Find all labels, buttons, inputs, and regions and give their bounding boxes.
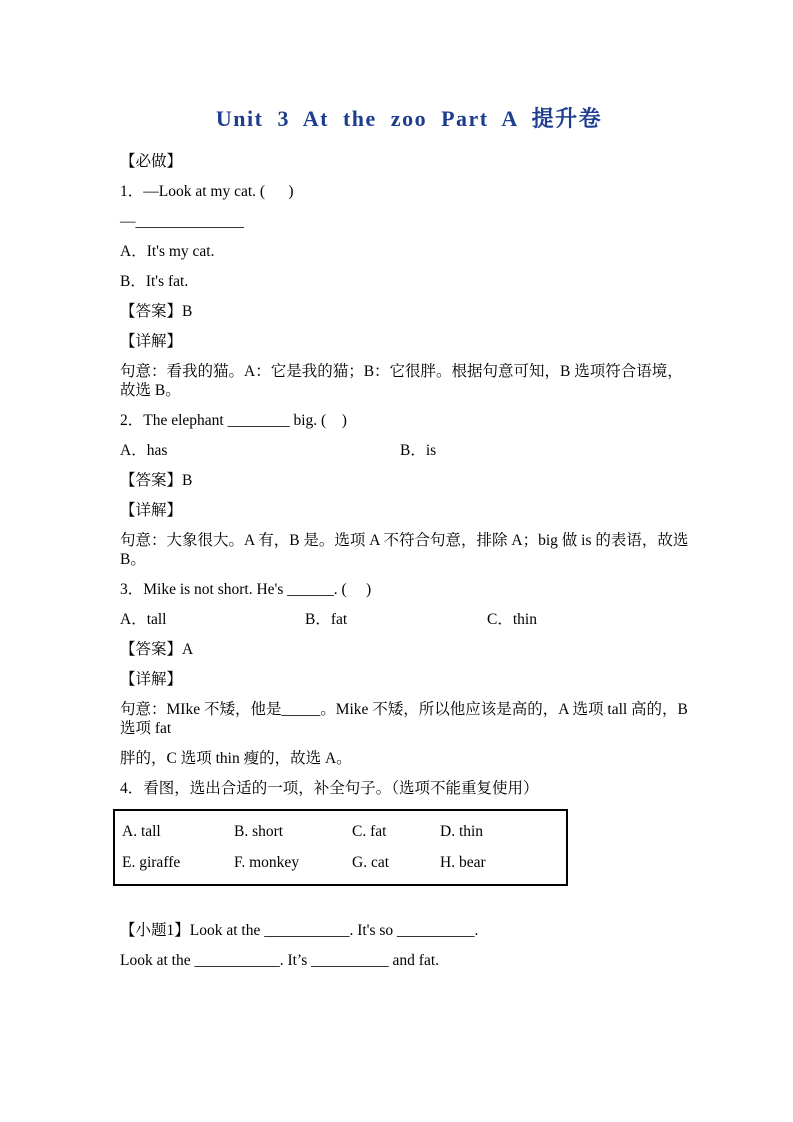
q3-option-a: A．tall (120, 611, 167, 628)
q1-option-b: B．It's fat. (120, 273, 189, 290)
q4-word-bank-box (113, 809, 568, 886)
q1-stem: 1．—Look at my cat. ( ) (120, 183, 294, 200)
q4-sub1-line2: Look at the ___________. It’s __________ and fat. (120, 952, 439, 969)
q3-option-b: B．fat (305, 611, 348, 628)
q2-options-row (120, 441, 698, 460)
word-bank-item-c: C. fat (352, 823, 387, 840)
q1-option-a: A．It's my cat. (120, 243, 215, 260)
q2-option-b: B．is (400, 442, 437, 459)
q2-explanation: 句意：大象很大。A 有，B 是。选项 A 不符合句意，排除 A；big 做 is 的表语，故选 B。 (120, 532, 693, 568)
section-label-must-do: 【必做】 (120, 153, 183, 170)
q1-answer-label: 【答案】B (120, 303, 193, 320)
word-bank-item-b: B. short (234, 823, 284, 840)
word-bank-item-f: F. monkey (234, 854, 300, 871)
word-bank-row-2 (122, 853, 560, 872)
word-bank-item-a: A. tall (122, 823, 161, 840)
q2-stem: 2．The elephant ________ big. ( ) (120, 412, 347, 429)
word-bank-item-g: G. cat (352, 854, 390, 871)
word-bank-item-h: H. bear (440, 854, 486, 871)
q3-explanation-line2: 胖的，C 选项 thin 瘦的，故选 A。 (120, 750, 352, 767)
q3-options-row (120, 610, 698, 629)
q3-explanation-line1: 句意：MIke 不矮，他是_____。Mike 不矮，所以他应该是高的，A 选项 tall 高的，B 选项 fat (120, 701, 692, 737)
page-title: Unit 3 At the zoo Part A 提升卷 (215, 106, 603, 131)
word-bank-row-1 (122, 822, 560, 841)
word-bank-item-e: E. giraffe (122, 854, 181, 871)
q3-answer-label: 【答案】A (120, 641, 194, 658)
q2-answer-label: 【答案】B (120, 472, 193, 489)
q3-option-c: C．thin (487, 611, 537, 628)
q1-detail-label: 【详解】 (120, 333, 183, 350)
q1-response-blank: —______________ (120, 213, 244, 230)
q4-stem: 4．看图，选出合适的一项，补全句子。（选项不能重复使用） (120, 780, 539, 797)
document-content (120, 104, 698, 981)
q3-stem: 3．Mike is not short. He's ______. ( ) (120, 581, 372, 598)
q2-option-a: A．has (120, 442, 168, 459)
q4-sub1-line1: 【小题1】Look at the ___________. It's so __________. (120, 922, 479, 939)
word-bank-item-d: D. thin (440, 823, 484, 840)
q1-explanation: 句意：看我的猫。A：它是我的猫；B：它很胖。根据句意可知，B 选项符合语境，故选 B。 (120, 363, 683, 399)
q2-detail-label: 【详解】 (120, 502, 183, 519)
q3-detail-label: 【详解】 (120, 671, 183, 688)
